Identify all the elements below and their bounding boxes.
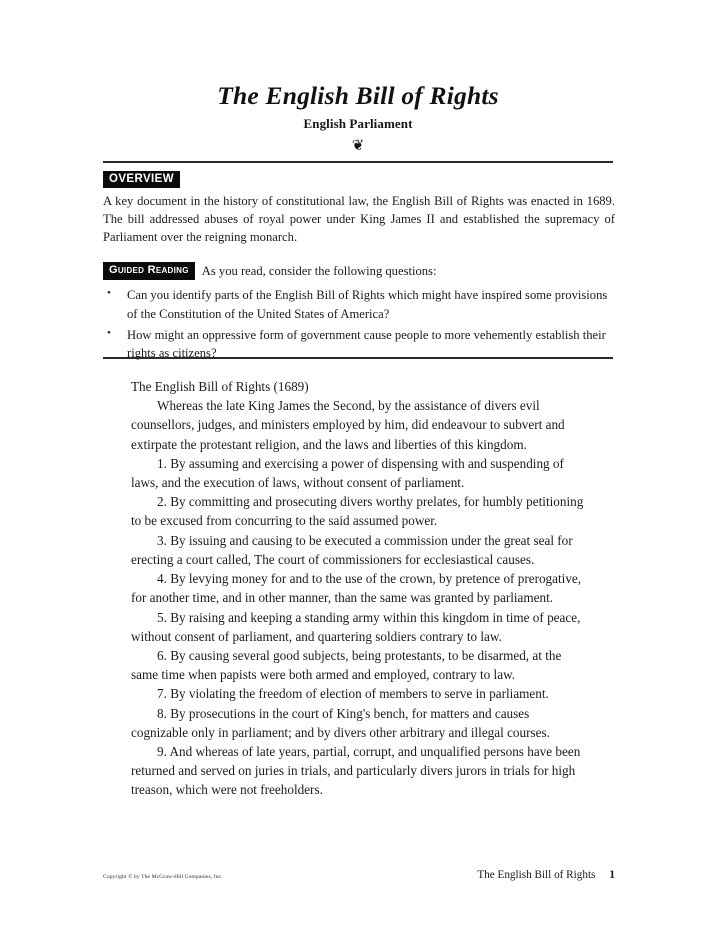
guided-reading-question-list (103, 286, 615, 362)
body-paragraph: 3. By issuing and causing to be executed a commission under the great seal for erecting a court called, The court of commissioners for ecclesiastical causes. (131, 532, 573, 567)
page-footer (103, 869, 615, 881)
page-subtitle: English Parliament (303, 116, 413, 132)
page-title: The English Bill of Rights (217, 81, 499, 110)
body-paragraph: 7. By violating the freedom of election of members to serve in parliament. (157, 686, 549, 702)
guided-reading-header (103, 261, 615, 280)
page-number: 1 (609, 869, 615, 881)
bullet-icon: • (107, 326, 111, 339)
body-paragraph: 6. By causing several good subjects, being protestants, to be disarmed, at the same time when papists were both armed and employed, contrary to law. (131, 647, 562, 683)
body-paragraph: 5. By raising and keeping a standing army within this kingdom in time of peace, without consent of parliament, and quartering soldiers contrary to law. (131, 609, 581, 644)
divider-top (103, 161, 613, 163)
overview-text: A key document in the history of constitutional law, the English Bill of Rights was enacted in 1689. The bill addressed abuses of royal power under King James II and established the supremacy of Parliament over the reigning monarch. (103, 194, 615, 244)
list-item (103, 286, 615, 323)
overview-badge: OVERVIEW (103, 171, 180, 188)
bullet-icon: • (107, 287, 111, 300)
overview-section (103, 170, 615, 247)
guided-question-text: Can you identify parts of the English Bill of Rights which might have inspired some provisions of the Constitution of the United States of America? (127, 288, 608, 321)
footer-right-group (477, 869, 615, 881)
body-paragraph: 1. By assuming and exercising a power of dispensing with and suspending of laws, and the execution of laws, without consent of parliament. (131, 455, 564, 491)
masthead (103, 82, 613, 153)
guided-reading-lead-in: As you read, consider the following questions: (201, 264, 437, 278)
source-heading: The English Bill of Rights (1689) (131, 379, 309, 394)
footer-running-title: The English Bill of Rights (477, 869, 596, 881)
guided-reading-section (103, 261, 615, 365)
divider-bottom (103, 357, 613, 359)
body-paragraph: 8. By prosecutions in the court of King's bench, for matters and causes cognizable only in parliament; and by divers other arbitrary and illegal courses. (131, 705, 550, 740)
body-paragraph: 2. By committing and prosecuting divers worthy prelates, for humbly petitioning to be excused from concurring to the said assumed power. (131, 494, 584, 529)
body-paragraph: Whereas the late King James the Second, by the assistance of divers evil counsellors, judges, and ministers employed by him, did endeavour to subvert and extirpate the protestant religion, and the laws and liberties of this kingdom. (131, 398, 565, 452)
guided-reading-badge: Guided Reading (103, 262, 195, 280)
copyright-notice: Copyright © by The McGraw-Hill Companies, Inc. (103, 874, 223, 880)
main-text-column (131, 377, 586, 800)
floral-ornament-icon: ❦ (351, 136, 365, 155)
body-paragraph: 9. And whereas of late years, partial, corrupt, and unqualified persons have been returned and served on juries in trials, and particularly divers jurors in trials for high treason, which were not freeholders. (131, 743, 581, 798)
guided-question-text: How might an oppressive form of government cause people to more vehemently establish their rights as citizens? (127, 327, 606, 361)
body-paragraph: 4. By levying money for and to the use of the crown, by pretence of prerogative, for another time, and in other manner, than the same was granted by parliament. (131, 571, 582, 606)
